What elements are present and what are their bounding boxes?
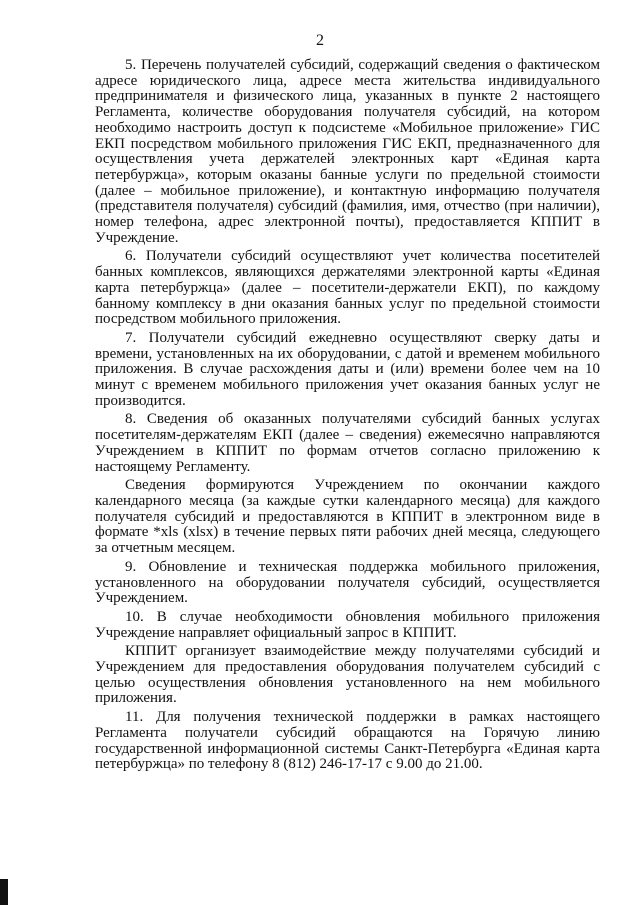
- paragraph-10-details: КППИТ организует взаимодействие между получателями субсидий и Учреждением для предоставления оборудования получателем субсидий с целью осуществления обновления установленного на нем мобильного приложения.: [95, 643, 600, 707]
- paragraph-9: 9. Обновление и техническая поддержка мобильного приложения, установленного на оборудовании получателя субсидий, осуществляется Учреждением.: [95, 558, 600, 607]
- paragraph-8: 8. Сведения об оказанных получателями субсидий банных услугах посетителям-держателям ЕКП (далее – сведения) ежемесячно направляются Учреждением в КППИТ по формам отчетов согласно приложению к настоящему Регламенту.: [95, 411, 600, 475]
- paragraph-7: 7. Получатели субсидий ежедневно осуществляют сверку даты и времени, установленных на их оборудовании, с датой и временем мобильного приложения. В случае расхождения даты и (или) времени более чем на 10 минут с временем мобильного приложения учет оказания банных услуг не производится.: [95, 329, 600, 409]
- paragraph-5: 5. Перечень получателей субсидий, содержащий сведения о фактическом адресе юридического лица, адресе места жительства индивидуального предпринимателя и физического лица, указанных в пункте 2 настоящего Регламента, количестве оборудования получателя субсидий, на котором необходимо настроить доступ к подсистеме «Мобильное приложение» ГИС ЕКП посредством мобильного приложения ГИС ЕКП, предназначенного для осуществления учета держателей электронных карт «Единая карта петербуржца», которым оказаны банные услуги по предельной стоимости (далее – мобильное приложение), и контактную информацию получателя (представителя получателя) субсидий (фамилия, имя, отчество (при наличии), номер телефона, адрес электронной почты), предоставляется КППИТ в Учреждение.: [95, 57, 600, 246]
- page-number: 2: [316, 32, 324, 49]
- paragraph-8-details: Сведения формируются Учреждением по окончании каждого календарного месяца (за каждые сутки календарного месяца) для каждого получателя субсидий и предоставляются в КППИТ в электронном виде в формате *xls (xlsx) в течение первых пяти рабочих дней месяца, следующего за отчетным месяцем.: [95, 477, 600, 557]
- document-body: [95, 58, 600, 776]
- scan-edge-mark: [0, 879, 8, 905]
- paragraph-11: 11. Для получения технической поддержки в рамках настоящего Регламента получатели субсидий обращаются на Горячую линию государственной информационной системы Санкт-Петербурга «Единая карта петербуржца» по телефону 8 (812) 246-17-17 с 9.00 до 21.00.: [95, 709, 600, 773]
- paragraph-6: 6. Получатели субсидий осуществляют учет количества посетителей банных комплексов, являющихся держателями электронной карты «Единая карта петербуржца» (далее – посетители-держатели ЕКП), по каждому банному комплексу в дни оказания банных услуг по предельной стоимости посредством мобильного приложения.: [95, 248, 600, 328]
- paragraph-10: 10. В случае необходимости обновления мобильного приложения Учреждение направляет официальный запрос в КППИТ.: [95, 608, 600, 641]
